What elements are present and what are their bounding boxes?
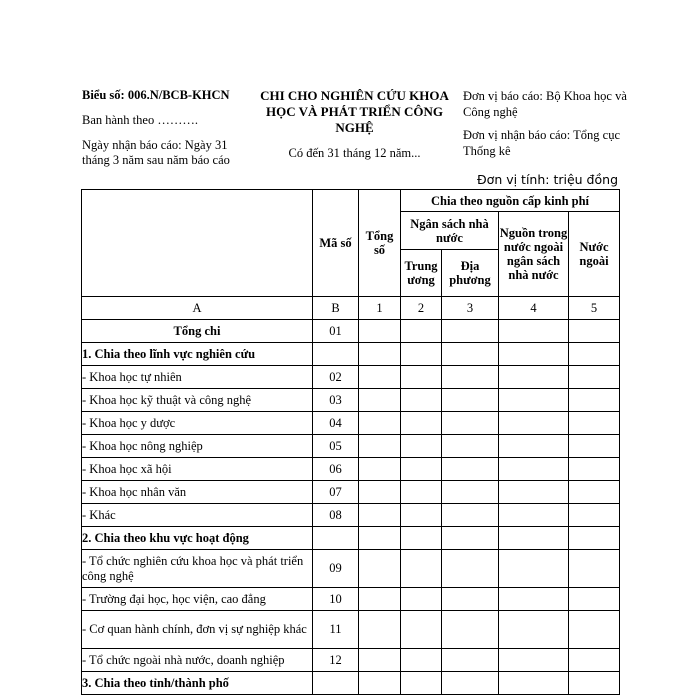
receive-date: Ngày nhận báo cáo: Ngày 31 tháng 3 năm sau năm báo cáo — [82, 138, 230, 167]
input-cell[interactable] — [401, 481, 442, 504]
input-cell[interactable] — [569, 320, 620, 343]
input-cell[interactable] — [401, 458, 442, 481]
row-label: Tổng chi — [82, 320, 313, 343]
row-label: - Khoa học y dược — [82, 412, 313, 435]
input-cell[interactable] — [401, 320, 442, 343]
receiving-unit: Đơn vị nhận báo cáo: Tổng cục Thống kê — [463, 128, 621, 158]
row-label: - Tổ chức nghiên cứu khoa học và phát triển công nghệ — [82, 550, 313, 588]
input-cell[interactable] — [569, 672, 620, 695]
input-cell[interactable] — [442, 412, 499, 435]
input-cell[interactable] — [359, 412, 401, 435]
table-row — [82, 458, 620, 481]
section-label: 2. Chia theo khu vực hoạt động — [82, 527, 313, 550]
input-cell[interactable] — [569, 389, 620, 412]
input-cell[interactable] — [401, 343, 442, 366]
row-label: - Khoa học tự nhiên — [82, 366, 313, 389]
input-cell[interactable] — [442, 366, 499, 389]
row-code — [313, 672, 359, 695]
input-cell[interactable] — [401, 550, 442, 588]
row-label: - Khoa học kỹ thuật và công nghệ — [82, 389, 313, 412]
table-row — [82, 588, 620, 611]
header-left — [82, 88, 257, 168]
input-cell[interactable] — [569, 550, 620, 588]
input-cell[interactable] — [401, 504, 442, 527]
input-cell[interactable] — [442, 550, 499, 588]
input-cell[interactable] — [359, 611, 401, 649]
input-cell[interactable] — [442, 527, 499, 550]
input-cell[interactable] — [499, 672, 569, 695]
input-cell[interactable] — [569, 458, 620, 481]
section-label: 3. Chia theo tỉnh/thành phố — [82, 672, 313, 695]
input-cell[interactable] — [359, 481, 401, 504]
input-cell[interactable] — [401, 588, 442, 611]
input-cell[interactable] — [359, 649, 401, 672]
header-blank-cell — [82, 190, 313, 297]
row-label: - Trường đại học, học viện, cao đẳng — [82, 588, 313, 611]
input-cell[interactable] — [499, 481, 569, 504]
input-cell[interactable] — [569, 504, 620, 527]
table-row — [82, 481, 620, 504]
input-cell[interactable] — [359, 343, 401, 366]
input-cell[interactable] — [442, 481, 499, 504]
table-row — [82, 550, 620, 588]
table-row — [82, 412, 620, 435]
header-central: Trung ương — [401, 250, 442, 297]
input-cell[interactable] — [569, 343, 620, 366]
input-cell[interactable] — [359, 527, 401, 550]
input-cell[interactable] — [359, 504, 401, 527]
row-code: 11 — [313, 611, 359, 649]
index-cell: B — [313, 297, 359, 320]
input-cell[interactable] — [499, 550, 569, 588]
input-cell[interactable] — [569, 481, 620, 504]
input-cell[interactable] — [401, 389, 442, 412]
index-cell: 3 — [442, 297, 499, 320]
row-label: - Khoa học xã hội — [82, 458, 313, 481]
input-cell[interactable] — [442, 588, 499, 611]
header-center — [252, 88, 457, 161]
input-cell[interactable] — [442, 649, 499, 672]
index-row — [82, 297, 620, 320]
input-cell[interactable] — [442, 458, 499, 481]
header-funding-group: Chia theo nguồn cấp kinh phí — [401, 190, 620, 212]
input-cell[interactable] — [442, 320, 499, 343]
row-code — [313, 527, 359, 550]
unit-of-measure: Đơn vị tính: triệu đồng — [476, 172, 618, 187]
header-right — [463, 88, 628, 159]
input-cell[interactable] — [401, 672, 442, 695]
row-code: 09 — [313, 550, 359, 588]
row-label: - Khoa học nông nghiệp — [82, 435, 313, 458]
input-cell[interactable] — [569, 366, 620, 389]
input-cell[interactable] — [569, 649, 620, 672]
input-cell[interactable] — [442, 389, 499, 412]
row-code: 04 — [313, 412, 359, 435]
header-local: Địa phương — [442, 250, 499, 297]
input-cell[interactable] — [359, 588, 401, 611]
input-cell[interactable] — [442, 672, 499, 695]
header-foreign: Nước ngoài — [569, 212, 620, 297]
table-row — [82, 649, 620, 672]
input-cell[interactable] — [499, 435, 569, 458]
reporting-unit: Đơn vị báo cáo: Bộ Khoa học và Công nghệ — [463, 89, 627, 119]
input-cell[interactable] — [401, 527, 442, 550]
input-cell[interactable] — [499, 611, 569, 649]
input-cell[interactable] — [569, 412, 620, 435]
row-code: 02 — [313, 366, 359, 389]
input-cell[interactable] — [442, 504, 499, 527]
table-row — [82, 504, 620, 527]
index-cell: A — [82, 297, 313, 320]
input-cell[interactable] — [499, 412, 569, 435]
input-cell[interactable] — [499, 458, 569, 481]
input-cell[interactable] — [359, 366, 401, 389]
index-cell: 2 — [401, 297, 442, 320]
row-code — [313, 343, 359, 366]
report-title: CHI CHO NGHIÊN CỨU KHOA HỌC VÀ PHÁT TRIỂN CÔNG NGHỆ — [260, 88, 449, 135]
table-row — [82, 343, 620, 366]
input-cell[interactable] — [442, 611, 499, 649]
row-label: - Tổ chức ngoài nhà nước, doanh nghiệp — [82, 649, 313, 672]
input-cell[interactable] — [401, 366, 442, 389]
input-cell[interactable] — [569, 527, 620, 550]
input-cell[interactable] — [499, 343, 569, 366]
input-cell[interactable] — [499, 504, 569, 527]
table-row — [82, 389, 620, 412]
table-row — [82, 672, 620, 695]
input-cell[interactable] — [359, 435, 401, 458]
section-label: 1. Chia theo lĩnh vực nghiên cứu — [82, 343, 313, 366]
row-code: 05 — [313, 435, 359, 458]
index-cell: 5 — [569, 297, 620, 320]
row-code: 07 — [313, 481, 359, 504]
header-state-budget: Ngân sách nhà nước — [401, 212, 499, 250]
input-cell[interactable] — [359, 672, 401, 695]
input-cell[interactable] — [569, 588, 620, 611]
table-row — [82, 366, 620, 389]
table-row — [82, 320, 620, 343]
input-cell[interactable] — [401, 412, 442, 435]
report-subtitle: Có đến 31 tháng 12 năm... — [288, 146, 421, 160]
index-cell: 4 — [499, 297, 569, 320]
input-cell[interactable] — [359, 458, 401, 481]
input-cell[interactable] — [401, 435, 442, 458]
input-cell[interactable] — [499, 389, 569, 412]
input-cell[interactable] — [569, 611, 620, 649]
input-cell[interactable] — [499, 527, 569, 550]
row-code: 10 — [313, 588, 359, 611]
table-header — [82, 190, 620, 297]
input-cell[interactable] — [499, 588, 569, 611]
input-cell[interactable] — [569, 435, 620, 458]
table-row — [82, 527, 620, 550]
table-row — [82, 435, 620, 458]
expenditure-table — [81, 189, 620, 695]
row-label: - Khác — [82, 504, 313, 527]
form-number: Biểu số: 006.N/BCB-KHCN — [82, 88, 230, 102]
row-label: - Khoa học nhân văn — [82, 481, 313, 504]
row-label: - Cơ quan hành chính, đơn vị sự nghiệp khác — [82, 611, 313, 649]
row-code: 12 — [313, 649, 359, 672]
input-cell[interactable] — [359, 389, 401, 412]
row-code: 01 — [313, 320, 359, 343]
input-cell[interactable] — [401, 611, 442, 649]
input-cell[interactable] — [359, 550, 401, 588]
input-cell[interactable] — [499, 366, 569, 389]
index-cell: 1 — [359, 297, 401, 320]
row-code: 03 — [313, 389, 359, 412]
row-code: 06 — [313, 458, 359, 481]
header-code: Mã số — [313, 190, 359, 297]
input-cell[interactable] — [499, 320, 569, 343]
header-total: Tổng số — [359, 190, 401, 297]
input-cell[interactable] — [359, 320, 401, 343]
input-cell[interactable] — [442, 435, 499, 458]
header-domestic-non-budget: Nguồn trong nước ngoài ngân sách nhà nước — [499, 212, 569, 297]
input-cell[interactable] — [442, 343, 499, 366]
table-row — [82, 611, 620, 649]
input-cell[interactable] — [499, 649, 569, 672]
input-cell[interactable] — [401, 649, 442, 672]
issued-by: Ban hành theo ………. — [82, 113, 198, 127]
row-code: 08 — [313, 504, 359, 527]
